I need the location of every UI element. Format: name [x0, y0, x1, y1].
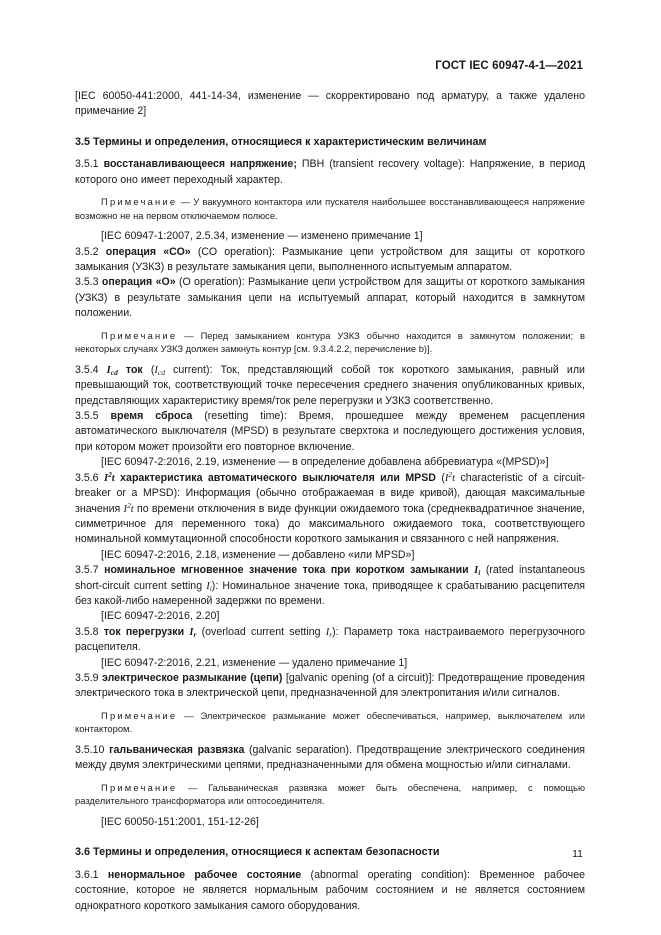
- term-number: 3.5.3: [75, 276, 99, 289]
- note-text: — У вакуумного контактора или пускателя наибольшее восстанавливающееся напряжение возможно не на первом отключаемом полюсе.: [75, 196, 585, 221]
- term-definition: (abnormal operating condition): Временное рабочее состояние, которое не является нормальным рабочим состоянием и не является состоянием однократного короткого замыкания самого оборудования.: [75, 868, 585, 912]
- term-number: 3.5.6: [75, 471, 99, 484]
- term-number: 3.5.1: [75, 158, 99, 171]
- term-number: 3.5.4: [75, 363, 99, 376]
- note-4: [75, 781, 585, 808]
- reference-5: [IEC 60947-2:2016, 2.21, изменение — удалено примечание 1]: [101, 656, 408, 669]
- reference-2: [IEC 60947-2:2016, 2.19, изменение — в определение добавлена аббревиатура «(MPSD)»]: [101, 456, 549, 469]
- term-title: время сброса: [110, 410, 193, 423]
- term-definition: (galvanic separation). Предотвращение электрического соединения между двумя электрическими цепями, предназначенными для обмена мощностью и/или сигналами.: [75, 743, 585, 772]
- term-title: ток: [125, 363, 143, 376]
- note-3: [75, 709, 585, 736]
- document-header: ГОСТ IEC 60947-4-1—2021: [435, 60, 583, 72]
- term-definition: (СО operation): Размыкание цепи устройством для защиты от короткого замыкания (УЗКЗ) в результате замыкания цепи, выполненного испытуемым аппаратом.: [75, 245, 585, 274]
- term-title: операция «О»: [101, 276, 176, 289]
- paren: (: [150, 363, 155, 376]
- note-label: Примечание: [101, 196, 178, 208]
- term-3-5-9: [75, 671, 585, 702]
- term-title: ненормальное рабочее состояние: [107, 868, 302, 881]
- term-definition: (rated instantaneous short-circuit current setting: [75, 564, 585, 592]
- section-3-5-heading: 3.5 Термины и определения, относящиеся к характеристическим величинам: [75, 135, 487, 148]
- note-label: Примечание: [101, 709, 178, 721]
- term-definition-cont: ): Параметр тока настраиваемого перегрузочного расцепителя.: [75, 625, 585, 654]
- page-body: [75, 89, 585, 914]
- reference-text: [IEC 60050-441:2000, 441-14-34, изменение — скорректировано под арматуру, а также удалено примечание 2]: [75, 90, 585, 118]
- term-3-5-3: [75, 275, 585, 321]
- symbol-ir: $I_r$: [189, 626, 197, 639]
- term-3-5-1: [75, 157, 585, 188]
- symbol-ii-inline: $I_i$: [206, 580, 212, 593]
- term-title: гальваническая развязка: [109, 743, 245, 756]
- note-text: — Гальваническая развязка может быть обеспечена, например, с помощью разделительного трансформатора или оптосоединителя.: [75, 781, 585, 807]
- term-3-6-1: [75, 868, 585, 914]
- note-label: Примечание: [101, 329, 178, 341]
- term-title: электрическое размыкание (цепи): [102, 671, 283, 684]
- reference-4: [IEC 60947-2:2016, 2.20]: [101, 610, 220, 623]
- term-title: ток перегрузки: [103, 625, 185, 638]
- term-definition-cont: по времени отключения в виде функции ожидаемого тока (среднеквадратичное значение, симметричное для переменного тока) до максимального ожидаемого тока, соответствующего номинальной коммутационной способности короткого замыкания и связанного с ней напряжения.: [75, 502, 585, 546]
- page-number: 11: [572, 848, 583, 860]
- reference-3: [IEC 60947-2:2016, 2.18, изменение — добавлено «или MPSD»]: [101, 548, 415, 561]
- term-definition-cont: ): Номинальное значение тока, приводящее к срабатыванию расцепителя без какой-либо намеренной задержки по времени.: [75, 579, 585, 607]
- note-text: — Перед замыканием контура УЗКЗ обычно находится в замкнутом положении; в некоторых случаях УЗКЗ должен замкнуть контур [см. 9.3.4.2.2, перечисление b)].: [75, 329, 586, 355]
- term-number: 3.5.9: [75, 671, 99, 684]
- term-definition: (overload current setting: [201, 625, 321, 638]
- term-3-5-6: 3.5.6 $I^2t$ характеристика автоматического выключателя или MPSD ($I^2t$ characteristic of a circuit-breaker or a MPSD): Информация (обычно отображаемая в виде кривой), дающая максимальные значения $I^2t$ по времени отключения в виде функции ожидаемого тока (среднеквадратичное значение, симметричное для переменного тока) до максимального ожидаемого тока, соответствующего номинальной коммутационной способности короткого замыкания и связанного с ней напряжения.: [75, 469, 585, 546]
- term-definition: [galvanic opening (of a circuit)]: Предотвращение проведения электрического тока в электрической цепи, предназначенной для электропитания и/или сигналов.: [75, 671, 585, 700]
- reference-6: [IEC 60050-151:2001, 151-12-26]: [101, 815, 259, 828]
- term-title: номинальное мгновенное значение тока при коротком замыкании: [104, 564, 469, 577]
- term-3-5-8: [75, 625, 585, 656]
- reference-top: [75, 89, 585, 120]
- term-definition: ПВН (transient recovery voltage): Напряжение, в период которого оно имеет переходный характер.: [75, 158, 586, 186]
- term-number: 3.5.8: [75, 625, 99, 638]
- term-number: 3.6.1: [75, 868, 99, 881]
- term-3-5-7: [75, 563, 585, 609]
- symbol-ii: $I_i$: [474, 565, 481, 578]
- term-definition: current): Ток, представляющий собой ток короткого замыкания, равный или превышающий ток, соответствующий точке пересечения среднего значения опубликованных кривых, представляющих характеристику время/ток реле перегрузки и УЗКЗ соответственно.: [75, 363, 585, 407]
- note-label: Примечание: [101, 781, 178, 793]
- symbol-i2t: $I^2t$: [103, 469, 115, 484]
- term-number: 3.5.7: [75, 564, 99, 577]
- note-1: [75, 195, 585, 222]
- term-definition: characteristic of a circuit-breaker or a MPSD): Информация (обычно отображаемая в виде кривой), дающая максимальные значения: [75, 471, 585, 515]
- symbol-i2t-inline-2: $I^2t$: [123, 500, 134, 515]
- term-definition: (О operation): Размыкание цепи устройством для защиты от короткого замыкания (УЗКЗ) в результате замыкания цепи на испытуемый аппарат, который находится в замкнутом положении.: [75, 276, 585, 320]
- term-3-5-10: [75, 743, 585, 774]
- symbol-i2t-inline: $I^2t$: [444, 469, 456, 484]
- term-3-5-2: [75, 245, 585, 276]
- reference-1: [IEC 60947-1:2007, 2.5.34, изменение — изменено примечание 1]: [101, 230, 423, 243]
- note-text: — Электрическое размыкание может обеспечиваться, например, выключателем или контактором.: [75, 709, 585, 735]
- term-title: восстанавливающееся напряжение;: [103, 158, 297, 171]
- term-number: 3.5.5: [75, 410, 99, 423]
- term-title: операция «СО»: [105, 245, 191, 258]
- term-3-5-4: [75, 363, 585, 409]
- note-2: [75, 329, 585, 356]
- symbol-ir-inline: $I_r$: [325, 626, 333, 639]
- term-number: 3.5.10: [75, 743, 105, 756]
- term-number: 3.5.2: [75, 245, 99, 258]
- term-definition: (resetting time): Время, прошедшее между временем расцепления автоматического выключателя (MPSD) в результате сверхтока и последующего достижения условия, при котором может произойти его повторное включение.: [75, 410, 585, 453]
- term-title: характеристика автоматического выключателя или MPSD: [120, 471, 436, 484]
- symbol-icd-inline: $I_{cd}$: [154, 364, 165, 377]
- term-3-5-5: [75, 409, 585, 455]
- section-3-6-heading: 3.6 Термины и определения, относящиеся к аспектам безопасности: [75, 846, 440, 859]
- symbol-icd: $I_{cd}$: [106, 364, 118, 377]
